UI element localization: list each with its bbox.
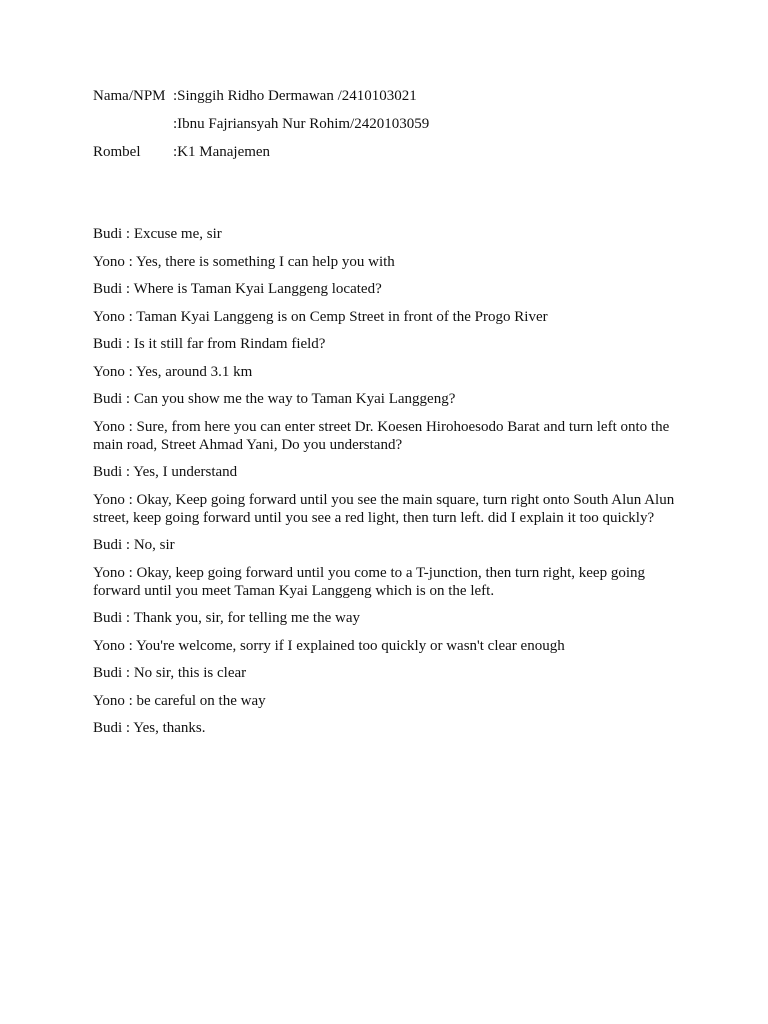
header-value: Singgih Ridho Dermawan /2410103021	[177, 88, 417, 104]
header-row-rombel	[93, 142, 693, 170]
dialogue-line: Yono : Sure, from here you can enter street Dr. Koesen Hirohoesodo Barat and turn left onto the main road, Street Ahmad Yani, Do you understand?	[93, 418, 670, 453]
header-row-nama-npm	[93, 86, 693, 114]
dialogue-line: Yono : be careful on the way	[93, 692, 266, 709]
header-separator: :	[173, 88, 178, 104]
dialogue-line: Budi : Yes, thanks.	[93, 720, 206, 736]
dialogue-line: Yono : Taman Kyai Langgeng is on Cemp Street in front of the Progo River	[93, 308, 548, 325]
header-separator: :	[173, 116, 178, 132]
header-separator: :	[173, 144, 178, 160]
header-label: Rombel	[93, 144, 141, 160]
header-label: Nama/NPM	[93, 88, 166, 104]
dialogue-line: Budi : Excuse me, sir	[93, 226, 222, 242]
dialogue-line: Budi : Is it still far from Rindam field?	[93, 336, 326, 352]
dialogue-line: Budi : Yes, I understand	[93, 464, 238, 480]
dialogue-line: Budi : Where is Taman Kyai Langgeng located?	[93, 281, 382, 297]
dialogue-line: Budi : Can you show me the way to Taman Kyai Langgeng?	[93, 391, 456, 407]
dialogue-line: Yono : Yes, around 3.1 km	[93, 363, 253, 380]
dialogue-body	[93, 225, 678, 747]
student-info-header	[93, 86, 693, 170]
header-label	[93, 114, 173, 142]
dialogue-line: Yono : You're welcome, sorry if I explained too quickly or wasn't clear enough	[93, 637, 565, 654]
dialogue-line: Budi : No, sir	[93, 537, 175, 553]
dialogue-line: Yono : Okay, Keep going forward until you see the main square, turn right onto South Alun Alun street, keep going forward until you see a red light, then turn left. did I explain it too quickly?	[93, 491, 675, 526]
dialogue-line: Budi : Thank you, sir, for telling me the way	[93, 610, 360, 626]
header-row-second-member	[93, 114, 693, 142]
dialogue-line: Yono : Yes, there is something I can help you with	[93, 253, 395, 270]
dialogue-line: Yono : Okay, keep going forward until you come to a T-junction, then turn right, keep going forward until you meet Taman Kyai Langgeng which is on the left.	[93, 564, 646, 599]
header-value: K1 Manajemen	[177, 144, 271, 160]
dialogue-line: Budi : No sir, this is clear	[93, 665, 247, 681]
header-value: Ibnu Fajriansyah Nur Rohim/2420103059	[177, 116, 430, 132]
